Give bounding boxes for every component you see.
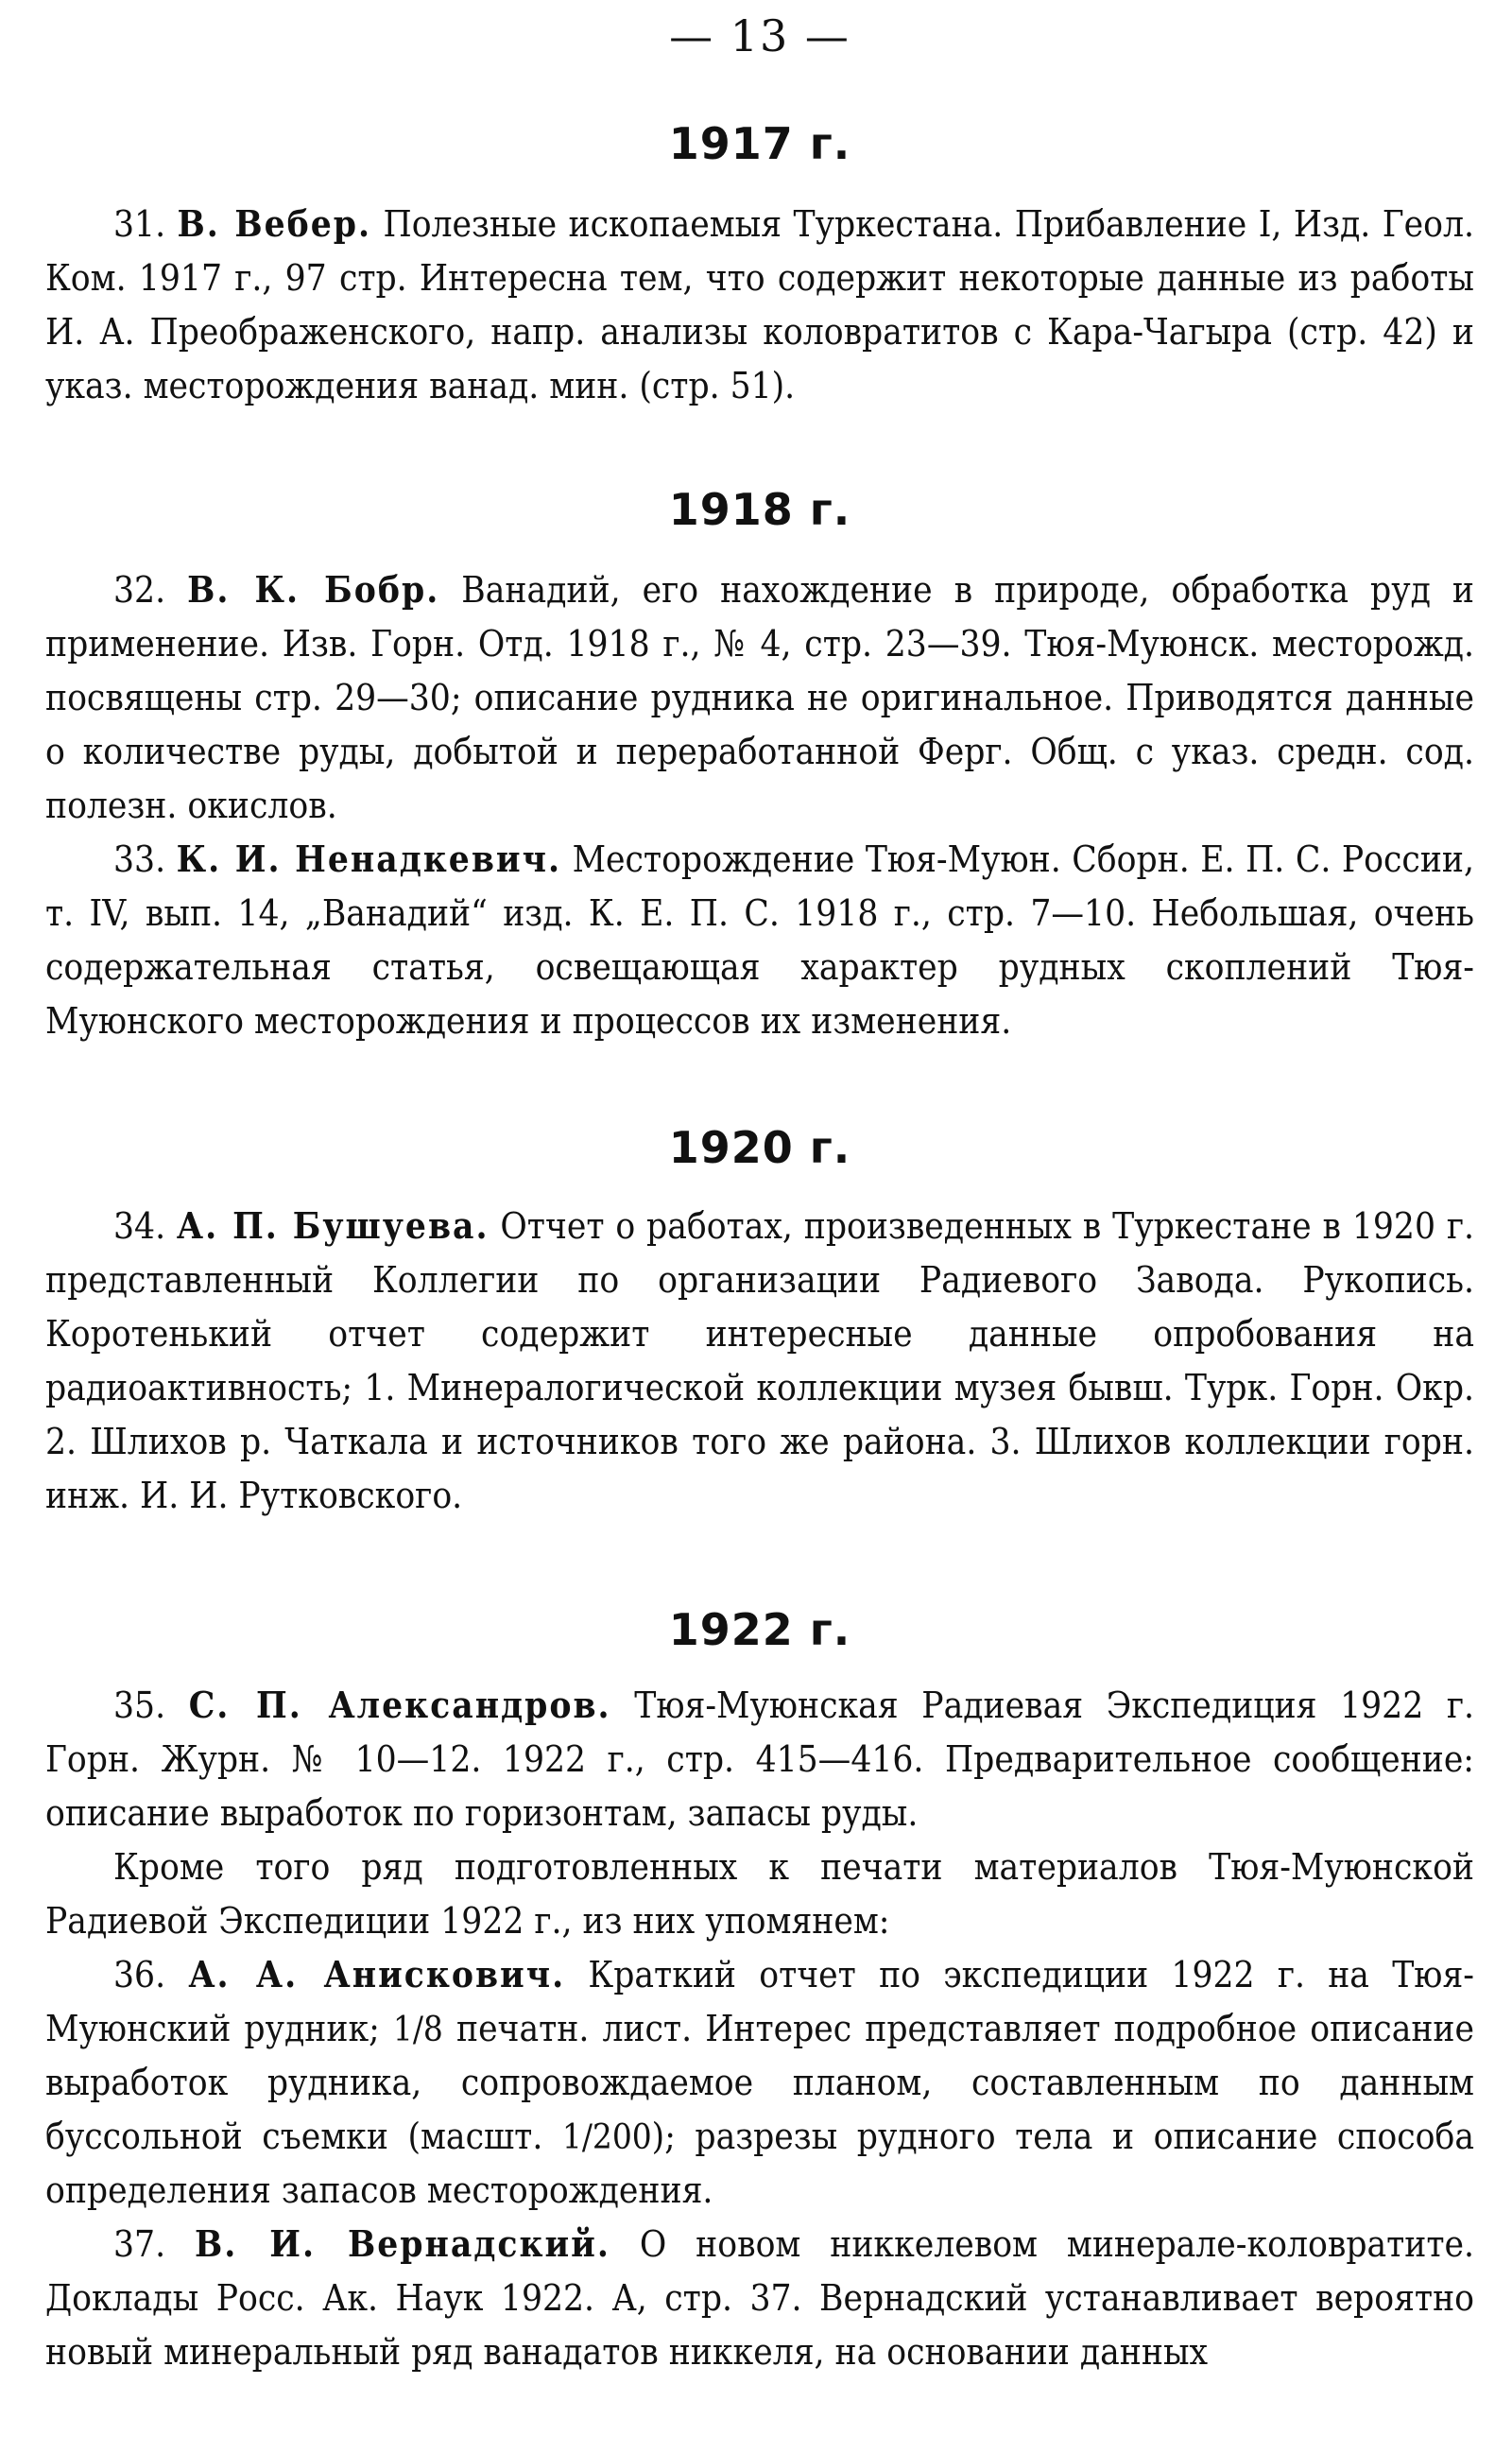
entry-text: О новом никкелевом минерале-коловратите. Доклады Росс. Ак. Наук 1922. А, стр. 37. Вернадский устанавливает вероятно новый минеральный ряд ванадатов никкеля, на основании данных [45,2223,1475,2374]
entry-text: Полезные ископаемыя Туркестана. Прибавление I, Изд. Геол. Ком. 1917 г., 97 стр. Интересна тем, что содержит некоторые данные из работы И. А. Преображенского, напр. анализы коловратитов с Кара-Чагыра (стр. 42) и указ. месторождения ванад. мин. (стр. 51). [45,203,1475,407]
entry-author: К. И. Ненадкевич. [176,838,562,881]
entry-author: А. П. Бушуева. [176,1205,490,1248]
bibliography-entry-34 [45,1200,1474,1523]
bibliography-entry-37 [45,2218,1474,2379]
page-number: — 13 — [669,10,850,61]
entry-text: Кроме того ряд подготовленных к печати материалов Тюя-Муюнской Радиевой Экспедиции 1922 г., из них упомянем: [45,1846,1474,1943]
entry-number: 35. [113,1684,166,1727]
entry-number: 34. [113,1205,166,1248]
entry-author: А. А. Анискович. [188,1954,566,1996]
entry-number: 37. [113,2223,166,2266]
year-heading-1918: 1918 г. [668,484,851,535]
bibliography-entry-33 [45,833,1474,1048]
entry-number: 36. [113,1954,166,1996]
entry-text: Ванадий, его нахождение в природе, обработка руд и применение. Изв. Горн. Отд. 1918 г., № 4, стр. 23—39. Тюя-Муюнск. месторожд. посвящены стр. 29—30; описание рудника не оригинальное. Приводятся данные о количестве руды, добытой и переработанной Ферг. Общ. с указ. средн. сод. полезн. окислов. [45,569,1475,827]
entry-number: 33. [113,838,166,881]
entry-text-before: Краткий отчет по экспедиции 1922 г. на Тюя-Муюнский рудник; [45,1954,1474,2050]
fraction-one-two-hundredth: 1/200 [561,2116,652,2157]
entry-text-after: ); разрезы рудного тела и описание способа определения запасов месторождения. [45,2116,1474,2212]
bibliography-note [45,1840,1474,1948]
entry-text-mid: печатн. лист. Интерес представляет подробное описание выработок рудника, сопровождаемое планом, составленным по данным буссольной съемки (масшт. [45,2008,1475,2158]
entry-number: 32. [113,569,166,612]
year-heading-1917: 1917 г. [668,118,851,169]
entry-number: 31. [113,203,166,246]
entry-text: Тюя-Муюнская Радиевая Экспедиция 1922 г. Горн. Журн. № 10—12. 1922 г., стр. 415—416. Предварительное сообщение: описание выработок по горизонтам, запасы руды. [45,1684,1475,1835]
bibliography-entry-35 [45,1679,1474,1840]
entry-author: В. И. Вернадский. [194,2223,610,2266]
year-heading-1920: 1920 г. [668,1122,851,1173]
entry-text: Месторождение Тюя-Муюн. Сборн. Е. П. С. России, т. IV, вып. 14, „Ванадий“ изд. К. Е. П. С. 1918 г., стр. 7—10. Небольшая, очень содержательная статья, освещающая характер рудных скоплений Тюя-Муюнского месторождения и процессов их изменения. [45,838,1474,1043]
entry-text: Отчет о работах, произведенных в Туркестане в 1920 г. представленный Коллегии по организации Радиевого Завода. Рукопись. Коротенький отчет содержит интересные данные опробования на радиоактивность; 1. Минералогической коллекции музея бывш. Турк. Горн. Окр. 2. Шлихов р. Чаткала и источников того же района. 3. Шлихов коллекции горн. инж. И. И. Рутковского. [45,1205,1474,1517]
bibliography-entry-36 [45,1948,1474,2218]
entry-author: В. К. Бобр. [187,569,440,612]
entry-author: С. П. Александров. [188,1684,611,1727]
bibliography-entry-32 [45,563,1474,833]
fraction-one-eighth: 1/8 [392,2009,443,2049]
bibliography-entry-31 [45,198,1474,413]
document-page [45,0,1474,2379]
entry-author: В. Вебер. [177,203,372,246]
year-heading-1922: 1922 г. [668,1604,851,1655]
